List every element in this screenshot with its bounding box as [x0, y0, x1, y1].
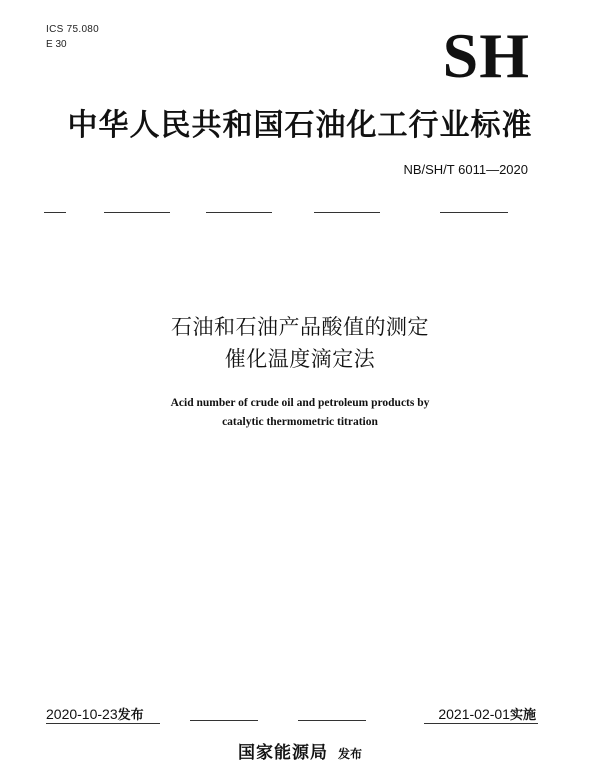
title-en-line2: catalytic thermometric titration	[222, 416, 378, 428]
divider-rule	[44, 212, 66, 213]
title-zh-line1: 石油和石油产品酸值的测定	[171, 315, 429, 339]
blank-rule	[190, 720, 258, 721]
issue-date	[46, 705, 144, 725]
implement-date	[438, 705, 536, 725]
publish-word: 发布	[337, 747, 362, 761]
ics-code: ICS 75.080	[46, 24, 100, 35]
implement-date-value: 2021-02-01	[438, 706, 510, 722]
standard-logo: SH	[442, 20, 530, 91]
divider-rule	[206, 212, 272, 213]
implement-word: 实施	[509, 708, 536, 723]
implement-date-underline	[424, 723, 538, 724]
divider-rule	[440, 212, 508, 213]
divider-rule	[314, 212, 380, 213]
issue-date-underline	[46, 723, 160, 724]
title-zh-line2: 催化温度滴定法	[224, 347, 376, 371]
issue-date-value: 2020-10-23	[46, 706, 118, 722]
publisher-name: 国家能源局	[237, 743, 328, 763]
issuing-body-title: 中华人民共和国石油化工行业标准	[67, 108, 533, 143]
divider-rule	[104, 212, 170, 213]
publisher	[0, 738, 600, 763]
category-code: E 30	[46, 39, 67, 50]
standard-number: NB/SH/T 6011—2020	[403, 162, 528, 177]
issue-word: 发布	[117, 708, 144, 723]
title-en-line1: Acid number of crude oil and petroleum products by	[170, 397, 430, 409]
blank-rule	[298, 720, 366, 721]
